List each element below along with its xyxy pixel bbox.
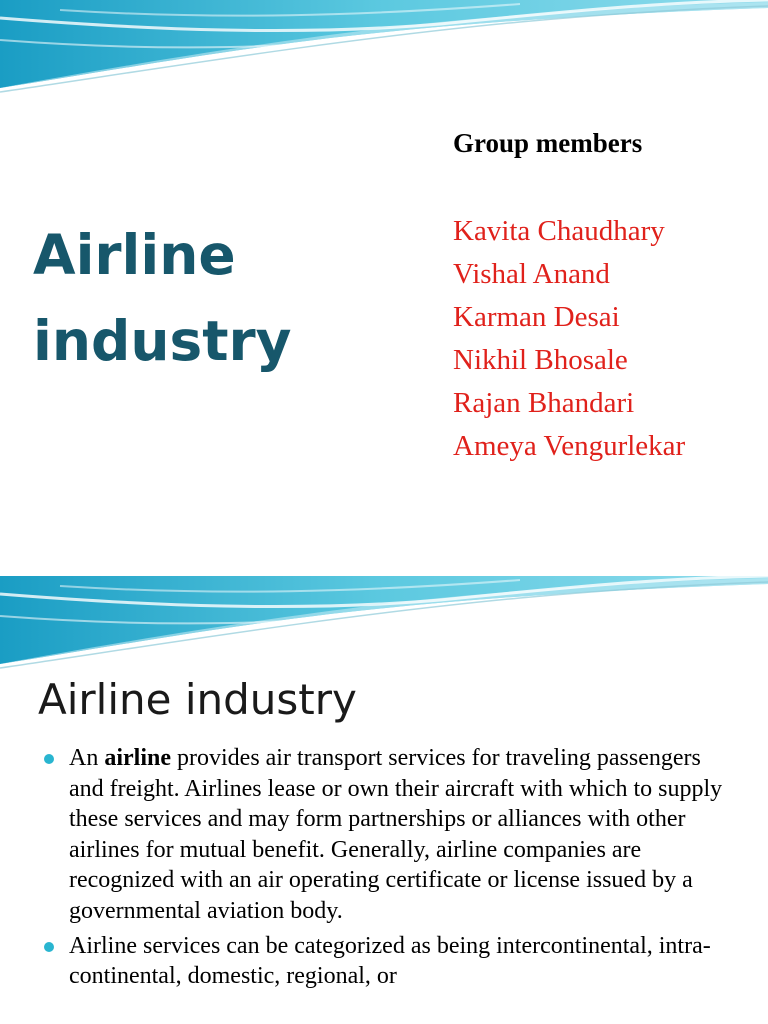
bullet-prefix: An <box>69 745 105 771</box>
member-name: Ameya Vengurlekar <box>453 430 686 462</box>
member-name: Vishal Anand <box>453 258 610 290</box>
member-name: Rajan Bhandari <box>453 387 635 419</box>
title-line-1: Airline <box>33 223 236 287</box>
member-name: Karman Desai <box>453 301 620 333</box>
bullet-text: provides air transport services for traveling passengers and freight. Airlines lease or own their aircraft with which to supply these services and may form partnerships or alliances with other airlines for mutual benefit. Generally, airline companies are recognized with an air operating certificate or license issued by a governmental aviation body. <box>69 745 723 924</box>
title-line-2: industry <box>33 309 292 373</box>
members-list <box>453 210 685 468</box>
bullet-text: Airline services can be categorized as being intercontinental, intra-continental, domestic, regional, or <box>69 932 711 990</box>
header-wave-decoration <box>0 576 768 676</box>
bullet-item <box>40 931 730 992</box>
bullet-list <box>40 743 730 992</box>
slide-2-title: Airline industry <box>38 675 357 724</box>
member-name: Kavita Chaudhary <box>453 215 665 247</box>
header-wave-decoration <box>0 0 768 100</box>
bullet-item <box>40 743 730 927</box>
bullet-dot-icon <box>44 942 54 952</box>
slide-2 <box>0 576 768 1024</box>
slide-1-title <box>33 212 413 384</box>
bullet-dot-icon <box>44 754 54 764</box>
bold-term: airline <box>104 745 171 771</box>
member-name: Nikhil Bhosale <box>453 344 628 376</box>
group-members-heading: Group members <box>453 128 643 158</box>
